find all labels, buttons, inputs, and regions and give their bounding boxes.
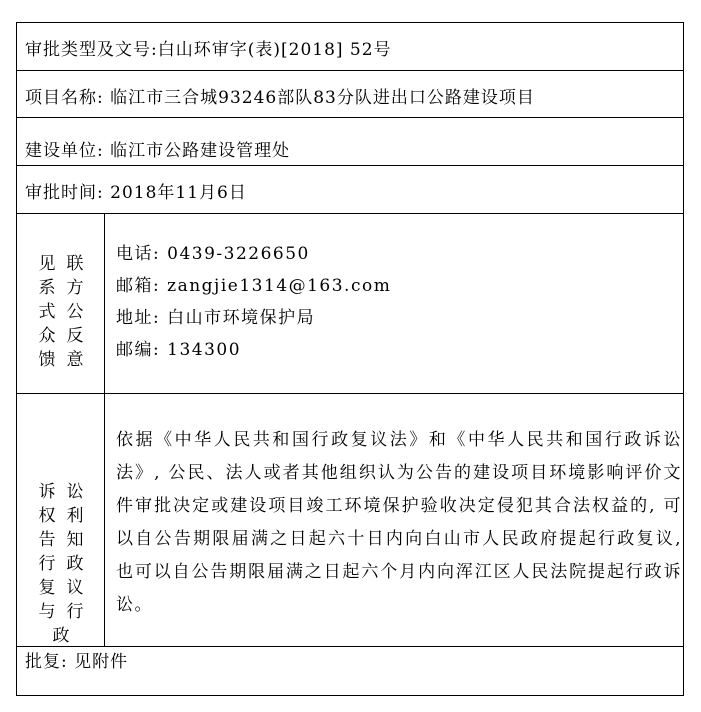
feedback-label: [17, 252, 105, 372]
label-char: 议: [66, 578, 84, 598]
project-name-row: [17, 71, 683, 118]
feedback-label-cell: [17, 214, 105, 393]
label-char: 系: [38, 278, 56, 298]
label-char: 利: [66, 506, 84, 526]
email-text: 邮箱: zangjie1314@163.com: [116, 276, 392, 296]
rights-notice-text: 依据《中华人民共和国行政复议法》和《中华人民共和国行政诉讼法》, 公民、法人或者其他组织认为公告的建设项目环境影响评价文件审批决定或建设项目竣工环境保护验收决定侵犯其合法权益的, 可以自公告期限届满之日起六十日内向白山市人民政府提起行政复议, 也可以自公告期限届满之日起六个月内向浑江区人民法院提起行政诉讼。: [116, 430, 682, 615]
feedback-row: [17, 214, 683, 394]
address-text: 地址: 白山市环境保护局: [116, 308, 316, 328]
label-char: 复: [38, 578, 56, 598]
label-char: 政: [66, 554, 84, 574]
approval-time-text: 审批时间: 2018年11月6日: [25, 183, 247, 203]
rights-label: [17, 480, 105, 648]
rights-label-cell: [17, 394, 105, 646]
label-char: 方: [66, 278, 84, 298]
builder-row: [17, 118, 683, 166]
rights-notice: [116, 424, 683, 622]
label-char: 公: [66, 302, 84, 322]
rights-row: [17, 394, 683, 647]
feedback-contact: [116, 238, 683, 366]
label-char: 知: [66, 530, 84, 550]
label-char: 行: [38, 554, 56, 574]
reply-row: [17, 647, 683, 695]
label-char: 权: [38, 506, 56, 526]
approval-time-row: [17, 166, 683, 214]
builder-text: 建设单位: 临江市公路建设管理处: [25, 141, 291, 161]
label-char: 与: [38, 602, 56, 622]
phone-text: 电话: 0439-3226650: [116, 244, 310, 264]
label-char: 式: [38, 302, 56, 322]
label-char: 众: [38, 326, 56, 346]
reply-text: 批复: 见附件: [25, 652, 129, 672]
label-char: 意: [66, 350, 84, 370]
label-char: 馈: [38, 350, 56, 370]
label-char: 诉: [38, 482, 56, 502]
label-char: 反: [66, 326, 84, 346]
postcode-text: 邮编: 134300: [116, 340, 242, 360]
label-char: 行: [66, 602, 84, 622]
approval-type-text: 审批类型及文号:白山环审字(表)[2018] 52号: [25, 40, 392, 60]
label-char: 告: [38, 530, 56, 550]
project-name-text: 项目名称: 临江市三合城93246部队83分队进出口公路建设项目: [25, 88, 535, 108]
label-char: 联: [66, 254, 84, 274]
label-char: 见: [38, 254, 56, 274]
label-char: 讼: [66, 482, 84, 502]
approval-type-row: [17, 23, 683, 71]
approval-table: [16, 22, 684, 696]
label-char: 政: [52, 626, 70, 646]
